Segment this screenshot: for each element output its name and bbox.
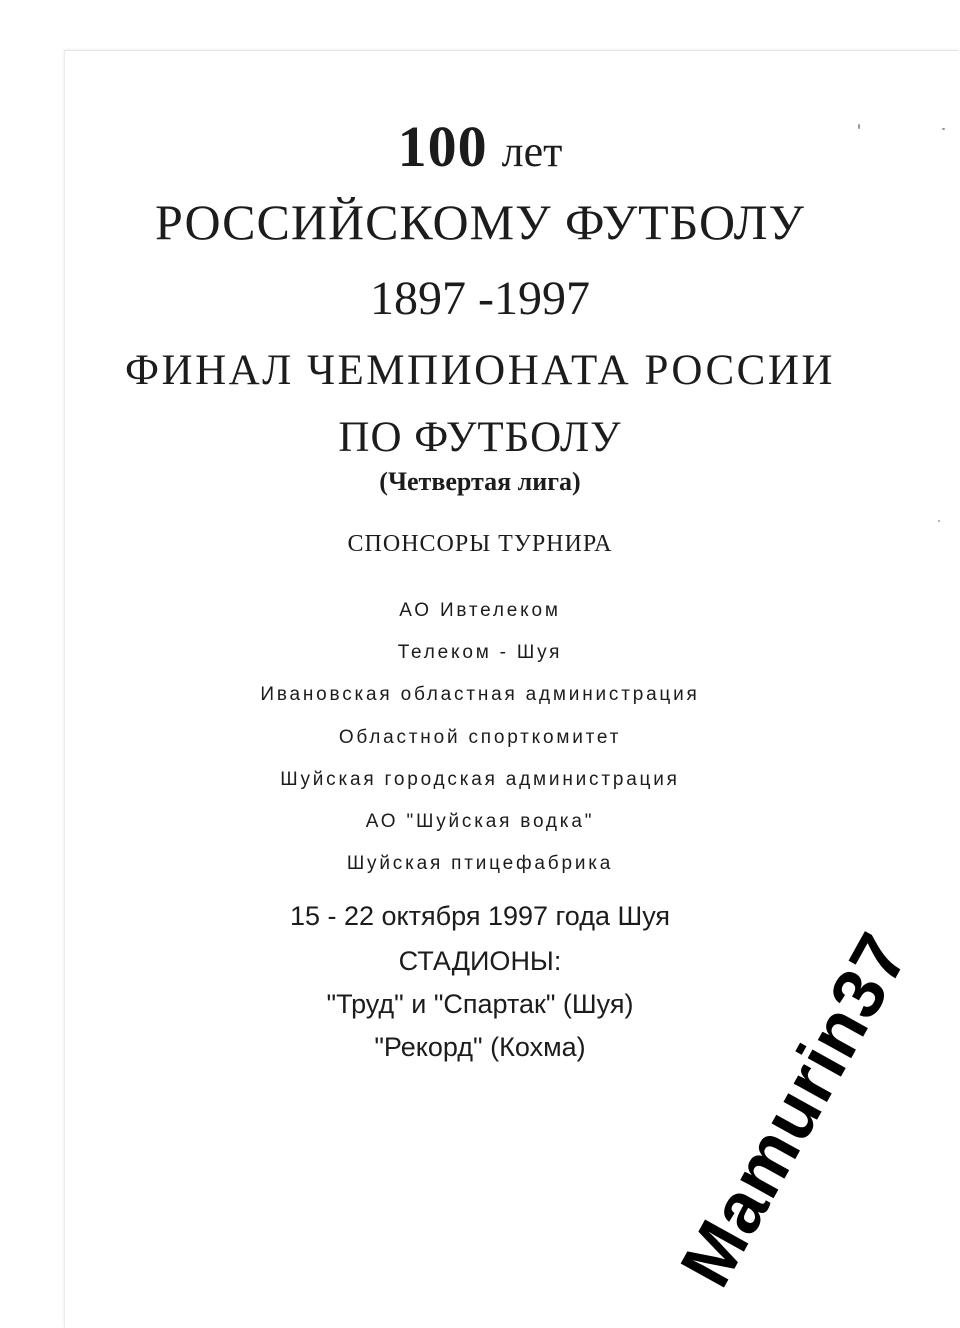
page-title: [0, 112, 960, 187]
event-dates: 15 - 22 октября 1997 года Шуя: [289, 901, 671, 931]
sponsor-item: Шуйская городская администрация: [280, 769, 680, 790]
sponsor-item: Областной спорткомитет: [338, 727, 622, 748]
final-heading-line2: ПО ФУТБОЛУ: [338, 414, 622, 461]
final-heading-line1: ФИНАЛ ЧЕМПИОНАТА РОССИИ: [125, 347, 835, 394]
years-range: 1897 -1997: [370, 272, 590, 325]
sponsor-item: АО Ивтелеком: [399, 600, 561, 621]
sponsor-item: Телеком - Шуя: [397, 642, 563, 663]
sponsors-heading: СПОНСОРЫ ТУРНИРА: [347, 531, 613, 557]
stadiums-line1: "Труд" и "Спартак" (Шуя): [326, 989, 634, 1019]
title-word: лет: [501, 127, 563, 176]
stadiums-label: СТАДИОНЫ:: [398, 946, 562, 976]
stadiums-line2: "Рекорд" (Кохма): [374, 1032, 586, 1062]
page-subtitle: РОССИЙСКОМУ ФУТБОЛУ: [155, 194, 805, 250]
sponsor-item: Шуйская птицефабрика: [346, 853, 614, 874]
title-number: 100: [397, 114, 488, 179]
sponsor-item: АО "Шуйская водка": [365, 811, 595, 832]
dust-speck: [938, 520, 940, 522]
watermark-text: Mamurin37: [665, 920, 925, 1300]
sponsor-item: Ивановская областная администрация: [260, 684, 700, 705]
league-label: (Четвертая лига): [379, 467, 581, 496]
